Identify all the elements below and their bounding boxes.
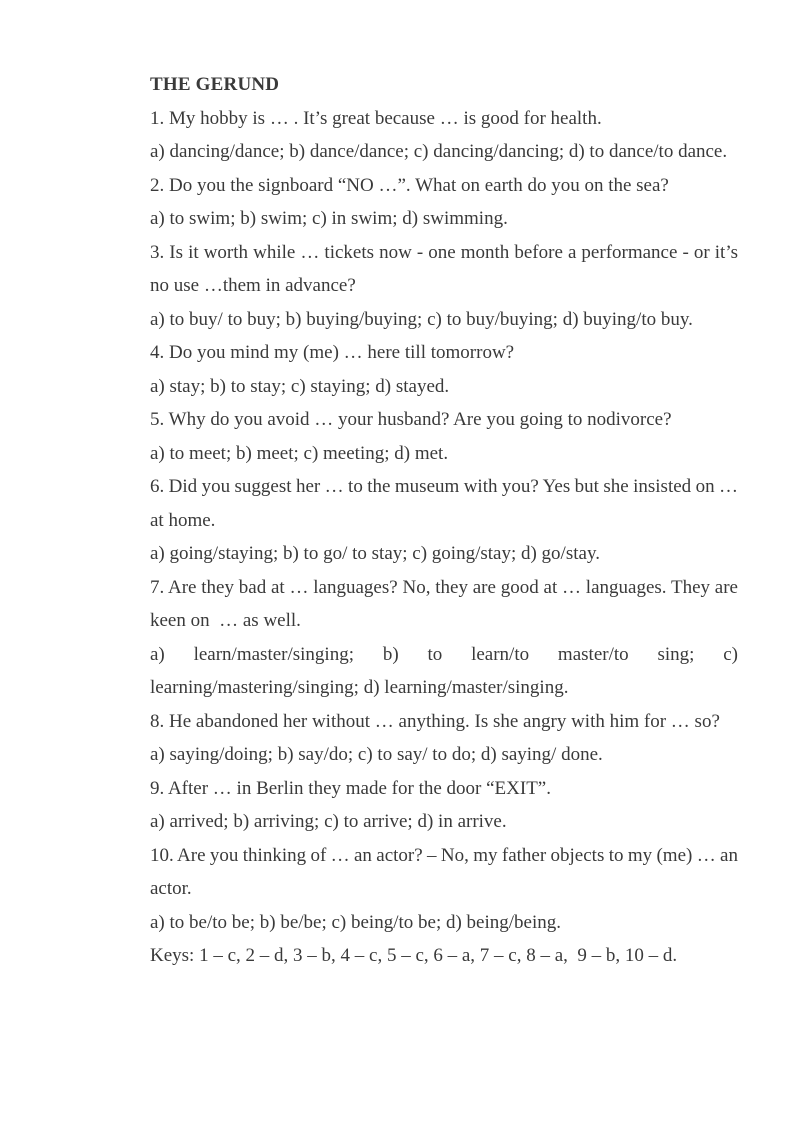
question-line: 10. Are you thinking of … an actor? – No, my father objects to my (me) … an — [150, 844, 738, 866]
options-line: a) arrived; b) arriving; c) to arrive; d) in arrive. — [150, 811, 507, 832]
options-line: a) learn/master/singing; b) to learn/to master/to sing; c) — [150, 643, 738, 665]
options-line: a) to swim; b) swim; c) in swim; d) swimming. — [150, 208, 508, 229]
question-line: 1. My hobby is … . It’s great because … is good for health. — [150, 107, 602, 129]
question-line: 9. After … in Berlin they made for the door “EXIT”. — [150, 777, 551, 799]
question-line: 6. Did you suggest her … to the museum with you? Yes but she insisted on … — [150, 476, 738, 497]
question-line: 2. Do you the signboard “NO …”. What on earth do you on the sea? — [150, 174, 669, 196]
question-line: 7. Are they bad at … languages? No, they are good at … languages. They are — [150, 576, 738, 598]
options-line: a) dancing/dance; b) dance/dance; c) dancing/dancing; d) to dance/to dance. — [150, 141, 728, 162]
question-line: 8. He abandoned her without … anything. Is she angry with him for … so? — [150, 710, 720, 732]
options-line: a) going/staying; b) to go/ to stay; c) going/stay; d) go/stay. — [150, 543, 600, 564]
options-line: a) stay; b) to stay; c) staying; d) stayed. — [150, 375, 450, 397]
options-line: a) to buy/ to buy; b) buying/buying; c) to buy/buying; d) buying/to buy. — [150, 308, 693, 330]
options-line: learning/mastering/singing; d) learning/master/singing. — [150, 677, 569, 698]
options-line: a) to meet; b) meet; c) meeting; d) met. — [150, 442, 449, 464]
document-body — [150, 102, 738, 973]
question-line: 5. Why do you avoid … your husband? Are you going to nodivorce? — [150, 409, 672, 430]
question-line: actor. — [150, 878, 192, 899]
options-line: a) saying/doing; b) say/do; c) to say/ to do; d) saying/ done. — [150, 744, 603, 765]
question-line: at home. — [150, 509, 216, 531]
options-line: a) to be/to be; b) be/be; c) being/to be; d) being/being. — [150, 911, 562, 933]
question-line: 4. Do you mind my (me) … here till tomorrow? — [150, 342, 515, 363]
keys-line: Keys: 1 – c, 2 – d, 3 – b, 4 – c, 5 – c, 6 – a, 7 – c, 8 – a, 9 – b, 10 – d. — [150, 945, 678, 966]
question-line: 3. Is it worth while … tickets now - one month before a performance - or it’s — [150, 241, 738, 263]
question-line: keen on … as well. — [150, 610, 301, 631]
question-line: no use …them in advance? — [150, 275, 356, 296]
document-title: THE GERUND — [150, 74, 280, 95]
